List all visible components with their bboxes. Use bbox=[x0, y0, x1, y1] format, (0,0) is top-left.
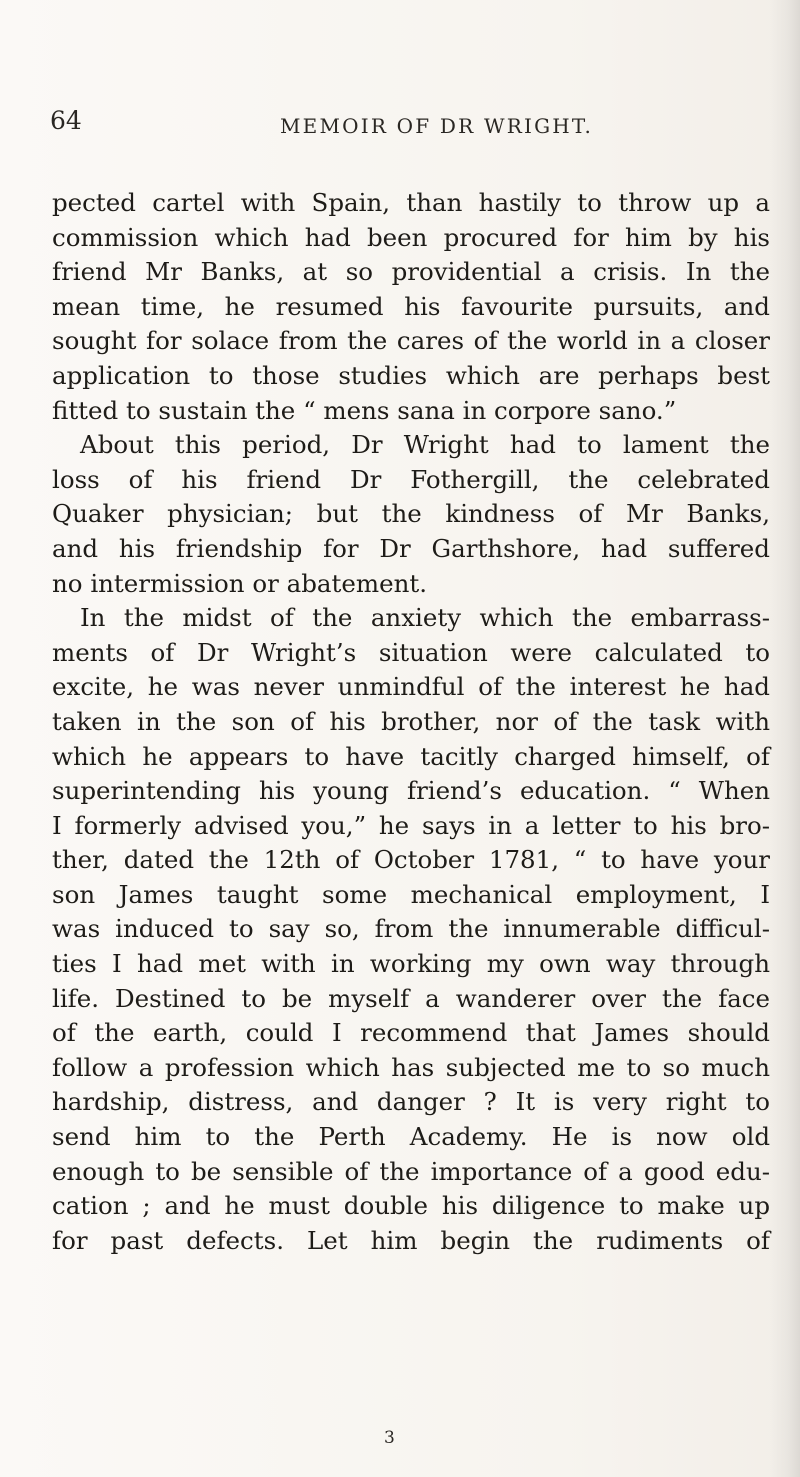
text-line: In the midst of the anxiety which the embarrass- bbox=[80, 603, 770, 633]
text-line: life. Destined to be myself a wanderer over the face bbox=[52, 983, 770, 1013]
text-line: of the earth, could I recommend that James should bbox=[52, 1018, 770, 1048]
text-line: and his friendship for Dr Garthshore, had suffered bbox=[52, 533, 770, 563]
signature-mark: 3 bbox=[384, 1428, 395, 1448]
text-line: cation ; and he must double his diligence to make up bbox=[52, 1191, 770, 1221]
text-line: which he appears to have tacitly charged himself, of bbox=[52, 741, 770, 771]
text-line: for past defects. Let him begin the rudiments of bbox=[52, 1225, 770, 1255]
text-line: was induced to say so, from the innumerable difficul- bbox=[52, 914, 770, 944]
text-line: taken in the son of his brother, nor of the task with bbox=[52, 706, 770, 736]
text-line: no intermission or abatement. bbox=[52, 568, 427, 598]
text-line: commission which had been procured for him by his bbox=[52, 222, 770, 252]
text-line: ties I had met with in working my own way through bbox=[52, 949, 770, 979]
text-line: superintending his young friend’s education. “ When bbox=[52, 776, 770, 806]
text-line: fitted to sustain the “ mens sana in corpore sano.” bbox=[52, 395, 677, 425]
text-line: pected cartel with Spain, than hastily to throw up a bbox=[52, 188, 770, 217]
text-line: son James taught some mechanical employment, I bbox=[52, 879, 770, 909]
text-line: About this period, Dr Wright had to lament the bbox=[80, 430, 770, 460]
text-line: excite, he was never unmindful of the interest he had bbox=[52, 672, 770, 702]
text-line: application to those studies which are perhaps best bbox=[52, 360, 770, 390]
text-line: follow a profession which has subjected me to so much bbox=[52, 1052, 770, 1082]
running-title: MEMOIR OF DR WRIGHT. bbox=[280, 114, 594, 138]
text-line: friend Mr Banks, at so providential a crisis. In the bbox=[52, 257, 770, 287]
running-head bbox=[50, 106, 770, 158]
page-edge-shadow bbox=[770, 0, 800, 1477]
text-line: enough to be sensible of the importance of a good edu- bbox=[52, 1156, 770, 1186]
text-line: ments of Dr Wright’s situation were calculated to bbox=[52, 637, 770, 667]
text-line: send him to the Perth Academy. He is now old bbox=[52, 1122, 770, 1152]
page-number: 64 bbox=[50, 106, 82, 135]
text-line: sought for solace from the cares of the world in a closer bbox=[52, 326, 770, 356]
text-line: Quaker physician; but the kindness of Mr Banks, bbox=[52, 499, 770, 529]
text-line: hardship, distress, and danger ? It is very right to bbox=[52, 1087, 770, 1117]
text-line: I formerly advised you,” he says in a letter to his bro- bbox=[52, 810, 770, 840]
text-line: mean time, he resumed his favourite pursuits, and bbox=[52, 291, 770, 321]
text-line: ther, dated the 12th of October 1781, “ to have your bbox=[52, 845, 770, 875]
body-text bbox=[52, 186, 770, 1258]
text-line: loss of his friend Dr Fothergill, the celebrated bbox=[52, 464, 770, 494]
